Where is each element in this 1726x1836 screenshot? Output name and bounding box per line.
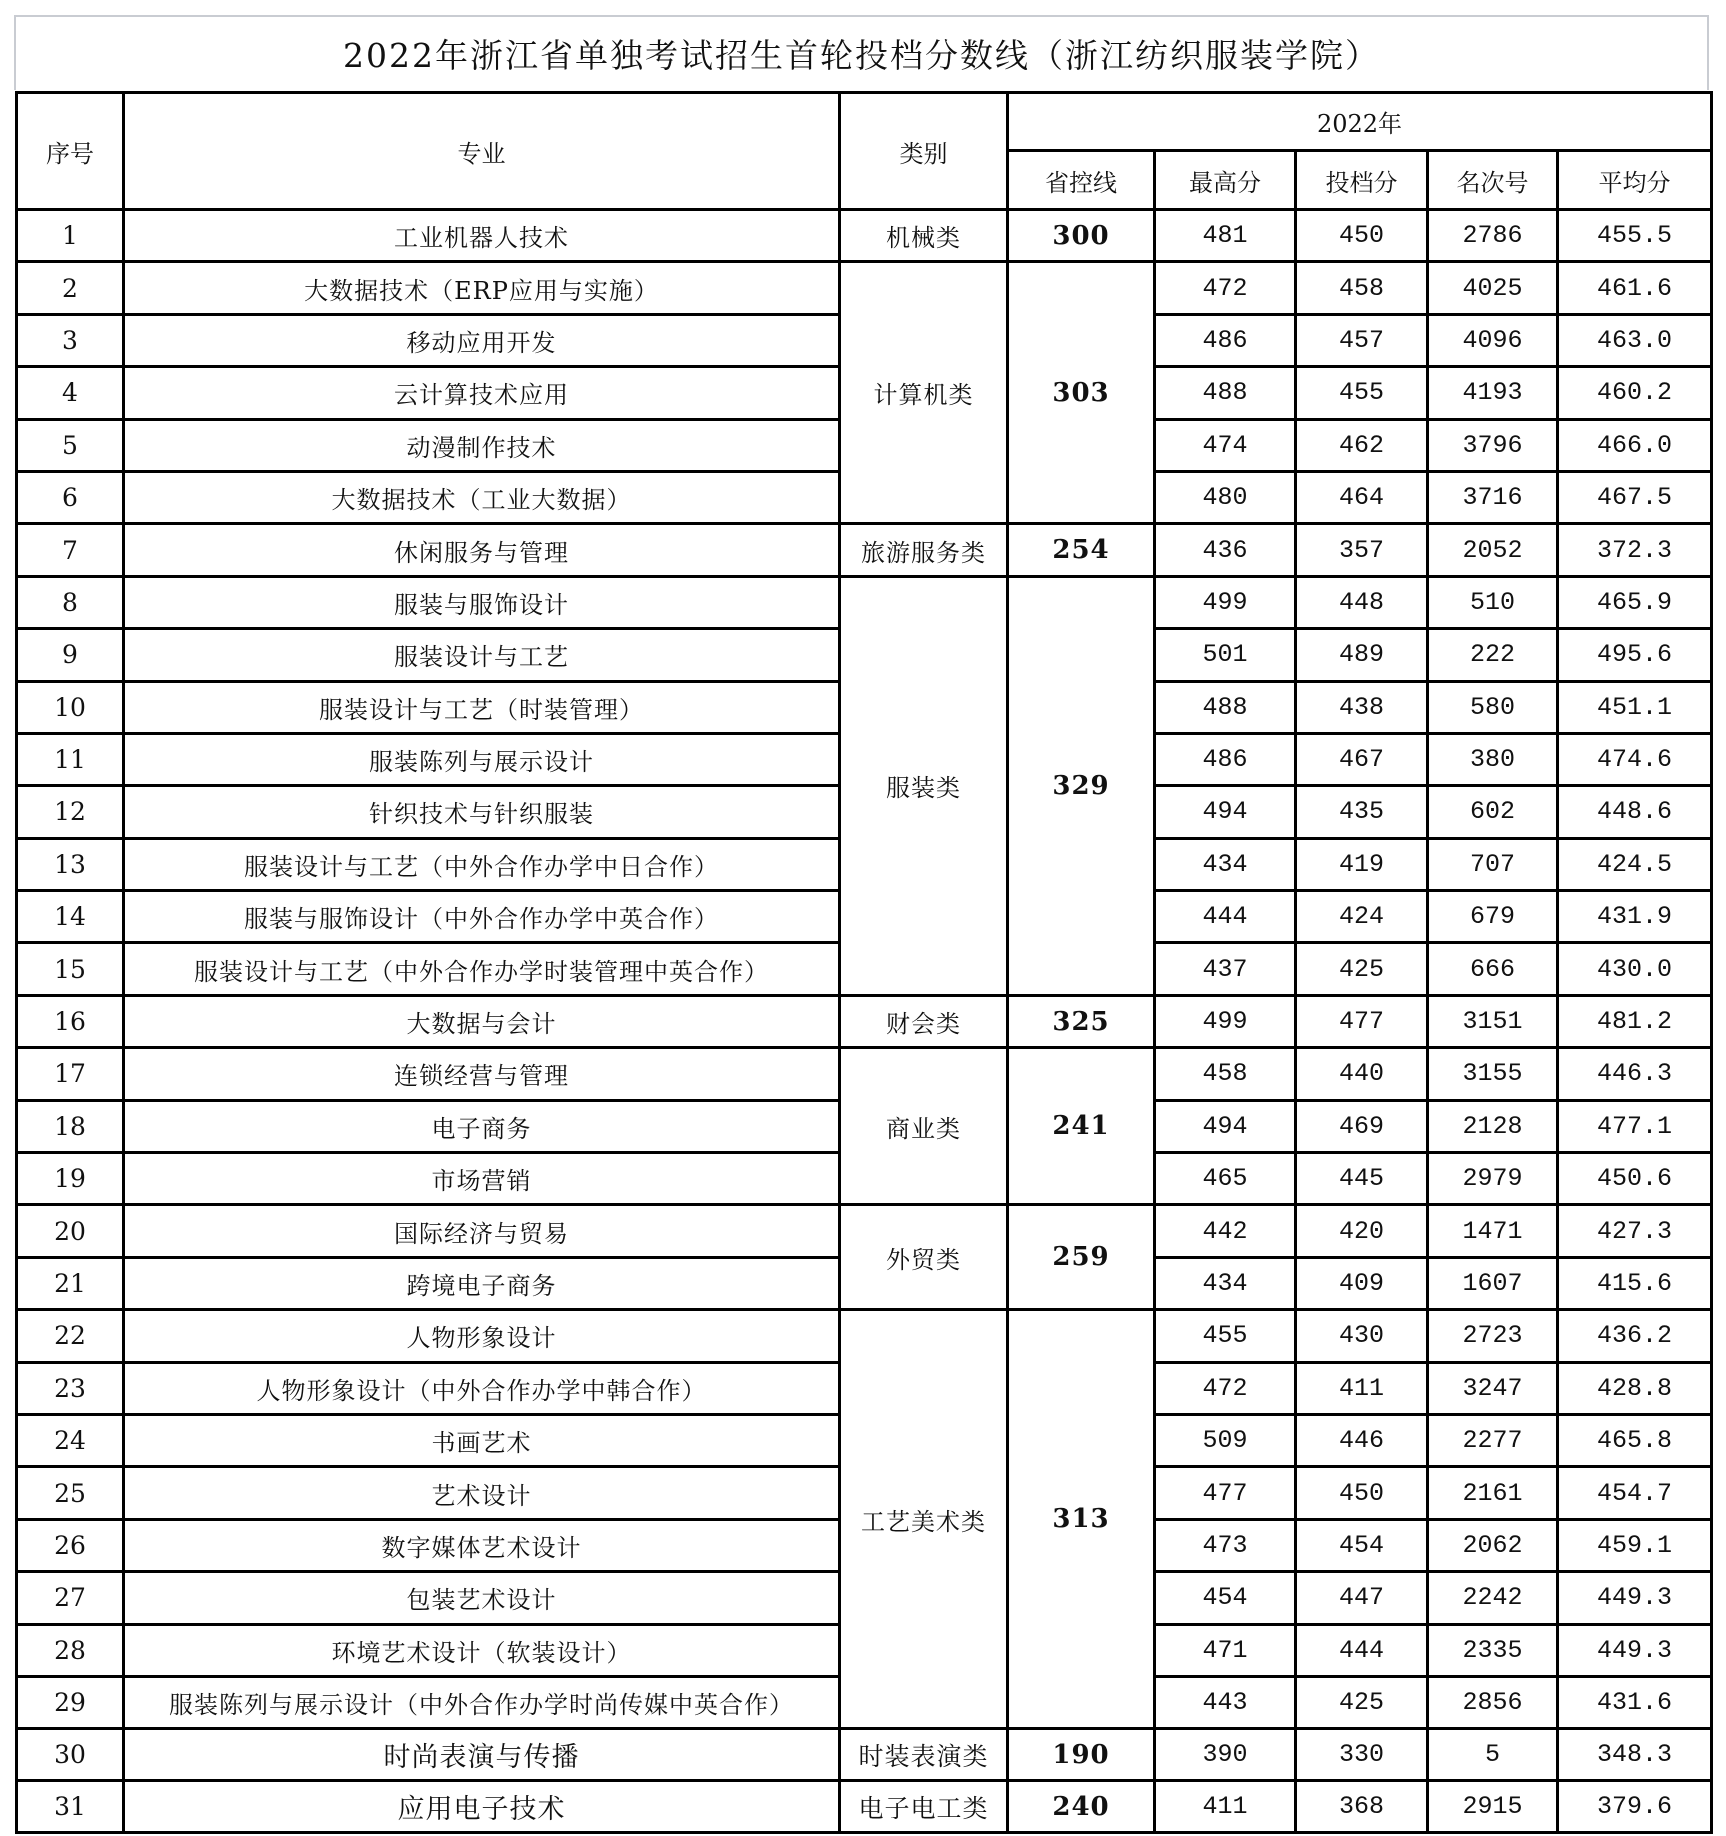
- cell-admission: 357: [1296, 524, 1428, 576]
- cell-average: 450.6: [1558, 1153, 1712, 1205]
- cell-admission: 409: [1296, 1257, 1428, 1309]
- cell-average: 465.9: [1558, 576, 1712, 628]
- cell-admission: 424: [1296, 891, 1428, 943]
- cell-index: 1: [17, 210, 124, 262]
- cell-index: 29: [17, 1676, 124, 1728]
- cell-admission: 440: [1296, 1048, 1428, 1100]
- cell-average: 451.1: [1558, 681, 1712, 733]
- cell-highest: 486: [1155, 733, 1296, 785]
- cell-rank: 2052: [1428, 524, 1558, 576]
- cell-index: 27: [17, 1572, 124, 1624]
- cell-highest: 411: [1155, 1781, 1296, 1833]
- cell-highest: 474: [1155, 419, 1296, 471]
- cell-major: 服装陈列与展示设计: [124, 733, 840, 785]
- cell-highest: 488: [1155, 681, 1296, 733]
- cell-highest: 443: [1155, 1676, 1296, 1728]
- cell-average: 467.5: [1558, 471, 1712, 523]
- cell-rank: 4025: [1428, 262, 1558, 314]
- cell-index: 3: [17, 314, 124, 366]
- cell-highest: 488: [1155, 367, 1296, 419]
- cell-rank: 222: [1428, 629, 1558, 681]
- cell-rank: 2915: [1428, 1781, 1558, 1833]
- cell-average: 463.0: [1558, 314, 1712, 366]
- cell-provincial-line: 303: [1008, 262, 1155, 524]
- cell-index: 22: [17, 1310, 124, 1362]
- table-row: [17, 1205, 1712, 1257]
- cell-major: 数字媒体艺术设计: [124, 1519, 840, 1571]
- cell-admission: 420: [1296, 1205, 1428, 1257]
- cell-highest: 442: [1155, 1205, 1296, 1257]
- table-row: [17, 576, 1712, 628]
- header-average: 平均分: [1558, 151, 1712, 210]
- cell-provincial-line: 300: [1008, 210, 1155, 262]
- cell-major: 动漫制作技术: [124, 419, 840, 471]
- cell-rank: 580: [1428, 681, 1558, 733]
- cell-major: 工业机器人技术: [124, 210, 840, 262]
- cell-rank: 3247: [1428, 1362, 1558, 1414]
- cell-highest: 437: [1155, 943, 1296, 995]
- cell-rank: 1471: [1428, 1205, 1558, 1257]
- cell-provincial-line: 329: [1008, 576, 1155, 995]
- cell-rank: 3151: [1428, 995, 1558, 1047]
- cell-rank: 2723: [1428, 1310, 1558, 1362]
- cell-index: 20: [17, 1205, 124, 1257]
- cell-rank: 3155: [1428, 1048, 1558, 1100]
- cell-average: 481.2: [1558, 995, 1712, 1047]
- cell-average: 495.6: [1558, 629, 1712, 681]
- cell-average: 436.2: [1558, 1310, 1712, 1362]
- cell-admission: 462: [1296, 419, 1428, 471]
- cell-major: 大数据技术（ERP应用与实施）: [124, 262, 840, 314]
- cell-highest: 434: [1155, 1257, 1296, 1309]
- cell-admission: 444: [1296, 1624, 1428, 1676]
- cell-average: 431.6: [1558, 1676, 1712, 1728]
- cell-admission: 425: [1296, 943, 1428, 995]
- cell-index: 16: [17, 995, 124, 1047]
- cell-major: 服装设计与工艺（中外合作办学时装管理中英合作）: [124, 943, 840, 995]
- cell-category: 商业类: [840, 1048, 1008, 1205]
- cell-index: 24: [17, 1414, 124, 1466]
- cell-average: 461.6: [1558, 262, 1712, 314]
- cell-index: 11: [17, 733, 124, 785]
- cell-index: 8: [17, 576, 124, 628]
- cell-rank: 2856: [1428, 1676, 1558, 1728]
- cell-major: 服装与服饰设计: [124, 576, 840, 628]
- cell-average: 372.3: [1558, 524, 1712, 576]
- table-row: [17, 210, 1712, 262]
- cell-highest: 436: [1155, 524, 1296, 576]
- cell-major: 休闲服务与管理: [124, 524, 840, 576]
- cell-rank: 2277: [1428, 1414, 1558, 1466]
- header-provincial-line: 省控线: [1008, 151, 1155, 210]
- cell-category: 外贸类: [840, 1205, 1008, 1310]
- cell-admission: 446: [1296, 1414, 1428, 1466]
- table-row: [17, 1048, 1712, 1100]
- cell-rank: 2161: [1428, 1467, 1558, 1519]
- table-row: [17, 1781, 1712, 1833]
- cell-major: 市场营销: [124, 1153, 840, 1205]
- cell-major: 服装陈列与展示设计（中外合作办学时尚传媒中英合作）: [124, 1676, 840, 1728]
- cell-rank: 4096: [1428, 314, 1558, 366]
- cell-admission: 447: [1296, 1572, 1428, 1624]
- cell-index: 26: [17, 1519, 124, 1571]
- cell-major: 包装艺术设计: [124, 1572, 840, 1624]
- cell-index: 13: [17, 838, 124, 890]
- cell-major: 服装设计与工艺（中外合作办学中日合作）: [124, 838, 840, 890]
- cell-average: 379.6: [1558, 1781, 1712, 1833]
- cell-admission: 469: [1296, 1100, 1428, 1152]
- cell-index: 7: [17, 524, 124, 576]
- cell-rank: 2979: [1428, 1153, 1558, 1205]
- cell-major: 时尚表演与传播: [124, 1729, 840, 1781]
- cell-highest: 499: [1155, 995, 1296, 1047]
- cell-index: 31: [17, 1781, 124, 1833]
- cell-admission: 477: [1296, 995, 1428, 1047]
- cell-provincial-line: 241: [1008, 1048, 1155, 1205]
- cell-admission: 435: [1296, 786, 1428, 838]
- cell-admission: 458: [1296, 262, 1428, 314]
- cell-major: 针织技术与针织服装: [124, 786, 840, 838]
- cell-category: 服装类: [840, 576, 1008, 995]
- cell-major: 环境艺术设计（软装设计）: [124, 1624, 840, 1676]
- cell-admission: 419: [1296, 838, 1428, 890]
- cell-rank: 4193: [1428, 367, 1558, 419]
- cell-index: 2: [17, 262, 124, 314]
- cell-admission: 368: [1296, 1781, 1428, 1833]
- cell-rank: 2242: [1428, 1572, 1558, 1624]
- header-major: 专业: [124, 93, 840, 210]
- cell-highest: 499: [1155, 576, 1296, 628]
- cell-highest: 494: [1155, 786, 1296, 838]
- cell-provincial-line: 240: [1008, 1781, 1155, 1833]
- cell-highest: 458: [1155, 1048, 1296, 1100]
- cell-index: 30: [17, 1729, 124, 1781]
- table-body: [17, 210, 1712, 1833]
- cell-highest: 390: [1155, 1729, 1296, 1781]
- cell-rank: 380: [1428, 733, 1558, 785]
- cell-highest: 477: [1155, 1467, 1296, 1519]
- cell-category: 财会类: [840, 995, 1008, 1047]
- cell-major: 云计算技术应用: [124, 367, 840, 419]
- cell-rank: 2062: [1428, 1519, 1558, 1571]
- cell-index: 15: [17, 943, 124, 995]
- cell-major: 大数据技术（工业大数据）: [124, 471, 840, 523]
- header-category: 类别: [840, 93, 1008, 210]
- cell-admission: 455: [1296, 367, 1428, 419]
- cell-admission: 454: [1296, 1519, 1428, 1571]
- cell-highest: 454: [1155, 1572, 1296, 1624]
- cell-rank: 3716: [1428, 471, 1558, 523]
- cell-rank: 1607: [1428, 1257, 1558, 1309]
- cell-major: 人物形象设计（中外合作办学中韩合作）: [124, 1362, 840, 1414]
- cell-average: 477.1: [1558, 1100, 1712, 1152]
- table-row: [17, 262, 1712, 314]
- cell-category: 时装表演类: [840, 1729, 1008, 1781]
- cell-provincial-line: 190: [1008, 1729, 1155, 1781]
- cell-admission: 457: [1296, 314, 1428, 366]
- cell-admission: 330: [1296, 1729, 1428, 1781]
- cell-average: 459.1: [1558, 1519, 1712, 1571]
- cell-highest: 473: [1155, 1519, 1296, 1571]
- cell-average: 455.5: [1558, 210, 1712, 262]
- cell-admission: 430: [1296, 1310, 1428, 1362]
- cell-rank: 679: [1428, 891, 1558, 943]
- cell-major: 电子商务: [124, 1100, 840, 1152]
- cell-highest: 509: [1155, 1414, 1296, 1466]
- cell-major: 大数据与会计: [124, 995, 840, 1047]
- cell-average: 449.3: [1558, 1572, 1712, 1624]
- cell-major: 艺术设计: [124, 1467, 840, 1519]
- cell-admission: 467: [1296, 733, 1428, 785]
- cell-highest: 455: [1155, 1310, 1296, 1362]
- cell-index: 14: [17, 891, 124, 943]
- cell-provincial-line: 325: [1008, 995, 1155, 1047]
- cell-highest: 481: [1155, 210, 1296, 262]
- cell-index: 17: [17, 1048, 124, 1100]
- cell-admission: 438: [1296, 681, 1428, 733]
- cell-index: 5: [17, 419, 124, 471]
- cell-category: 机械类: [840, 210, 1008, 262]
- cell-average: 415.6: [1558, 1257, 1712, 1309]
- cell-highest: 434: [1155, 838, 1296, 890]
- cell-average: 454.7: [1558, 1467, 1712, 1519]
- cell-rank: 2786: [1428, 210, 1558, 262]
- cell-major: 国际经济与贸易: [124, 1205, 840, 1257]
- cell-admission: 425: [1296, 1676, 1428, 1728]
- cell-average: 466.0: [1558, 419, 1712, 471]
- header-index: 序号: [17, 93, 124, 210]
- cell-major: 服装设计与工艺: [124, 629, 840, 681]
- cell-index: 10: [17, 681, 124, 733]
- cell-highest: 472: [1155, 1362, 1296, 1414]
- table-row: [17, 524, 1712, 576]
- cell-category: 电子电工类: [840, 1781, 1008, 1833]
- cell-rank: 510: [1428, 576, 1558, 628]
- cell-major: 书画艺术: [124, 1414, 840, 1466]
- cell-admission: 448: [1296, 576, 1428, 628]
- cell-highest: 501: [1155, 629, 1296, 681]
- cell-average: 465.8: [1558, 1414, 1712, 1466]
- cell-average: 474.6: [1558, 733, 1712, 785]
- cell-average: 348.3: [1558, 1729, 1712, 1781]
- cell-major: 应用电子技术: [124, 1781, 840, 1833]
- cell-major: 移动应用开发: [124, 314, 840, 366]
- cell-average: 424.5: [1558, 838, 1712, 890]
- cell-highest: 494: [1155, 1100, 1296, 1152]
- cell-average: 446.3: [1558, 1048, 1712, 1100]
- cell-rank: 666: [1428, 943, 1558, 995]
- cell-rank: 602: [1428, 786, 1558, 838]
- cell-average: 460.2: [1558, 367, 1712, 419]
- cell-category: 工艺美术类: [840, 1310, 1008, 1729]
- cell-admission: 450: [1296, 210, 1428, 262]
- cell-provincial-line: 313: [1008, 1310, 1155, 1729]
- cell-provincial-line: 254: [1008, 524, 1155, 576]
- cell-average: 431.9: [1558, 891, 1712, 943]
- cell-average: 427.3: [1558, 1205, 1712, 1257]
- cell-highest: 471: [1155, 1624, 1296, 1676]
- cell-highest: 472: [1155, 262, 1296, 314]
- cell-index: 28: [17, 1624, 124, 1676]
- cell-major: 服装与服饰设计（中外合作办学中英合作）: [124, 891, 840, 943]
- cell-rank: 707: [1428, 838, 1558, 890]
- cell-index: 12: [17, 786, 124, 838]
- cell-major: 人物形象设计: [124, 1310, 840, 1362]
- table-row: [17, 1310, 1712, 1362]
- cell-major: 服装设计与工艺（时装管理）: [124, 681, 840, 733]
- cell-major: 跨境电子商务: [124, 1257, 840, 1309]
- cell-highest: 444: [1155, 891, 1296, 943]
- table-row: [17, 995, 1712, 1047]
- cell-admission: 464: [1296, 471, 1428, 523]
- cell-rank: 2128: [1428, 1100, 1558, 1152]
- cell-admission: 445: [1296, 1153, 1428, 1205]
- cell-rank: 3796: [1428, 419, 1558, 471]
- cell-index: 4: [17, 367, 124, 419]
- cell-category: 旅游服务类: [840, 524, 1008, 576]
- cell-major: 连锁经营与管理: [124, 1048, 840, 1100]
- admission-score-table: [15, 91, 1713, 1834]
- cell-average: 448.6: [1558, 786, 1712, 838]
- header-admission: 投档分: [1296, 151, 1428, 210]
- cell-admission: 450: [1296, 1467, 1428, 1519]
- cell-rank: 5: [1428, 1729, 1558, 1781]
- header-highest: 最高分: [1155, 151, 1296, 210]
- cell-highest: 486: [1155, 314, 1296, 366]
- cell-index: 21: [17, 1257, 124, 1309]
- table-row: [17, 1729, 1712, 1781]
- document-title: 2022年浙江省单独考试招生首轮投档分数线（浙江纺织服装学院）: [343, 36, 1380, 75]
- cell-average: 428.8: [1558, 1362, 1712, 1414]
- cell-index: 23: [17, 1362, 124, 1414]
- cell-average: 430.0: [1558, 943, 1712, 995]
- cell-highest: 465: [1155, 1153, 1296, 1205]
- cell-average: 449.3: [1558, 1624, 1712, 1676]
- cell-index: 9: [17, 629, 124, 681]
- cell-provincial-line: 259: [1008, 1205, 1155, 1310]
- cell-index: 6: [17, 471, 124, 523]
- cell-highest: 480: [1155, 471, 1296, 523]
- cell-admission: 489: [1296, 629, 1428, 681]
- cell-rank: 2335: [1428, 1624, 1558, 1676]
- cell-index: 19: [17, 1153, 124, 1205]
- cell-index: 18: [17, 1100, 124, 1152]
- cell-index: 25: [17, 1467, 124, 1519]
- header-year-group: 2022年: [1008, 93, 1712, 151]
- cell-admission: 411: [1296, 1362, 1428, 1414]
- cell-category: 计算机类: [840, 262, 1008, 524]
- header-rank: 名次号: [1428, 151, 1558, 210]
- document-title-box: [14, 15, 1709, 90]
